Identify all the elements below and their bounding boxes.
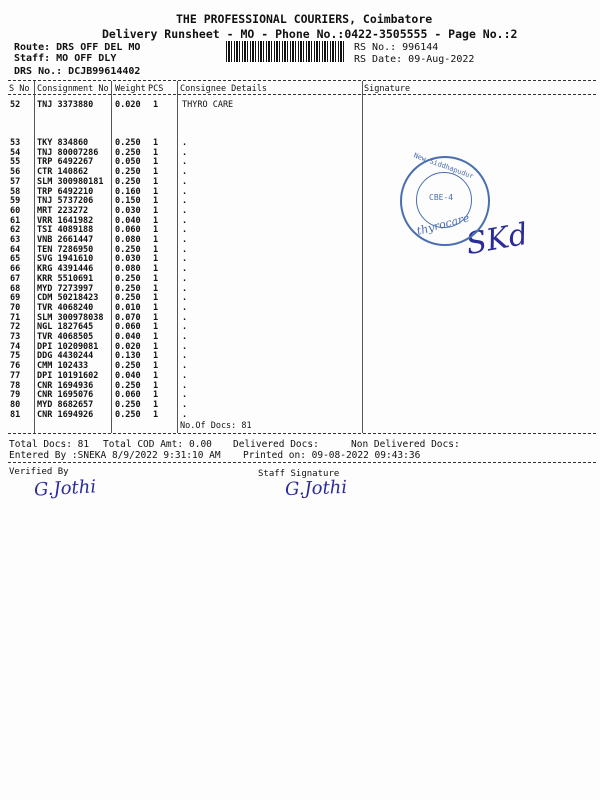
cell-consignee: . bbox=[182, 312, 188, 323]
cell-consignee: . bbox=[182, 293, 188, 304]
cell-weight: 0.040 bbox=[115, 215, 141, 226]
table-row bbox=[0, 284, 600, 294]
cell-weight: 0.130 bbox=[115, 351, 141, 362]
cell-consignment: CNR 1695076 bbox=[37, 390, 94, 401]
cell-consignment: DPI 10191602 bbox=[37, 370, 99, 381]
cell-consignment: MRT 223272 bbox=[37, 205, 89, 216]
table-row bbox=[0, 138, 600, 148]
table-row bbox=[0, 400, 600, 410]
rs-date: RS Date: 09-Aug-2022 bbox=[354, 54, 475, 65]
cell-consignee: . bbox=[182, 167, 188, 178]
cell-consignment: NGL 1827645 bbox=[37, 322, 94, 333]
table-row bbox=[0, 390, 600, 400]
cell-sno: 74 bbox=[10, 341, 21, 352]
cell-pcs: 1 bbox=[153, 138, 159, 148]
cell-weight: 0.250 bbox=[115, 361, 141, 372]
cell-weight: 0.030 bbox=[115, 254, 141, 265]
cell-consignment: SLM 300980181 bbox=[37, 176, 104, 187]
cell-weight: 0.250 bbox=[115, 273, 141, 284]
stamp-location: New Siddhapudur bbox=[412, 151, 475, 181]
cell-weight: 0.060 bbox=[115, 225, 141, 236]
cell-consignment: VNB 2661447 bbox=[37, 235, 94, 245]
cell-sno: 54 bbox=[10, 147, 21, 158]
no-of-docs: No.Of Docs: 81 bbox=[180, 421, 252, 431]
cell-pcs: 1 bbox=[153, 196, 159, 207]
cell-consignment: KRR 5510691 bbox=[37, 273, 94, 284]
cell-pcs: 1 bbox=[153, 264, 159, 275]
cell-sno: 72 bbox=[10, 322, 21, 333]
cell-pcs: 1 bbox=[153, 361, 159, 372]
table-row bbox=[0, 381, 600, 391]
cell-sno: 73 bbox=[10, 332, 21, 342]
table-row bbox=[0, 148, 600, 158]
thyrocare-stamp bbox=[400, 151, 490, 246]
cell-sno: 53 bbox=[10, 138, 21, 148]
cell-consignee: . bbox=[182, 409, 188, 420]
table-row bbox=[0, 187, 600, 197]
cell-weight: 0.040 bbox=[115, 332, 141, 342]
cell-sno: 58 bbox=[10, 186, 21, 197]
cell-pcs: 1 bbox=[153, 312, 159, 323]
cell-weight: 0.250 bbox=[115, 176, 141, 187]
cell-sno: 52 bbox=[10, 100, 21, 110]
cell-sno: 57 bbox=[10, 176, 21, 187]
cell-sno: 81 bbox=[10, 409, 21, 420]
cell-pcs: 1 bbox=[153, 283, 159, 294]
cell-pcs: 1 bbox=[153, 225, 159, 236]
cell-pcs: 1 bbox=[153, 380, 159, 391]
cell-consignment: TKY 834860 bbox=[37, 138, 89, 148]
cell-weight: 0.250 bbox=[115, 167, 141, 178]
cell-sno: 65 bbox=[10, 254, 21, 265]
drs-number: DRS No.: DCJB99614402 bbox=[14, 66, 141, 77]
cell-sno: 62 bbox=[10, 225, 21, 236]
cell-consignment: TVR 4068240 bbox=[37, 302, 94, 313]
cell-weight: 0.250 bbox=[115, 293, 141, 304]
cell-consignment: TRP 6492267 bbox=[37, 157, 94, 168]
cell-consignee: . bbox=[182, 176, 188, 187]
cell-consignee: . bbox=[182, 341, 188, 352]
table-header-rule bbox=[8, 94, 596, 95]
cell-sno: 68 bbox=[10, 283, 21, 294]
stamp-brand: thyrocare bbox=[415, 211, 471, 238]
cell-pcs: 1 bbox=[153, 322, 159, 333]
col-sno: S No bbox=[9, 84, 30, 94]
cell-consignment: TEN 7286950 bbox=[37, 244, 94, 255]
cell-sno: 78 bbox=[10, 380, 21, 391]
table-row bbox=[0, 351, 600, 361]
table-row bbox=[0, 322, 600, 332]
cell-consignee: THYRO CARE bbox=[182, 100, 234, 110]
company-title: THE PROFESSIONAL COURIERS, Coimbatore bbox=[176, 12, 433, 26]
col-pcs: PCS bbox=[148, 84, 164, 94]
barcode bbox=[226, 41, 344, 62]
cell-consignee: . bbox=[182, 332, 188, 342]
cell-consignment: SLM 300978038 bbox=[37, 312, 104, 323]
cell-consignment: TNJ 5737206 bbox=[37, 196, 94, 207]
table-row bbox=[0, 361, 600, 371]
cell-consignment: TNJ 80007286 bbox=[37, 147, 99, 158]
cell-weight: 0.250 bbox=[115, 147, 141, 158]
cell-sno: 60 bbox=[10, 205, 21, 216]
cell-pcs: 1 bbox=[153, 205, 159, 216]
cell-pcs: 1 bbox=[153, 341, 159, 352]
cell-consignment: MYD 8682657 bbox=[37, 399, 94, 410]
cell-pcs: 1 bbox=[153, 409, 159, 420]
cell-weight: 0.250 bbox=[115, 399, 141, 410]
cell-sno: 64 bbox=[10, 244, 21, 255]
cell-consignment: MYD 7273997 bbox=[37, 283, 94, 294]
table-bottom-rule bbox=[8, 433, 596, 434]
cell-weight: 0.060 bbox=[115, 322, 141, 333]
staff-signature-label: Staff Signature bbox=[258, 469, 340, 479]
table-row bbox=[0, 303, 600, 313]
cell-consignment: DDG 4430244 bbox=[37, 351, 94, 362]
cell-weight: 0.020 bbox=[115, 100, 141, 110]
cell-consignee: . bbox=[182, 370, 188, 381]
cell-pcs: 1 bbox=[153, 147, 159, 158]
cell-consignee: . bbox=[182, 244, 188, 255]
table-row bbox=[0, 196, 600, 206]
cell-consignee: . bbox=[182, 283, 188, 294]
cell-consignee: . bbox=[182, 273, 188, 284]
cell-pcs: 1 bbox=[153, 235, 159, 245]
stamp-code: CBE-4 bbox=[429, 193, 454, 202]
cell-consignment: SVG 1941610 bbox=[37, 254, 94, 265]
cell-weight: 0.150 bbox=[115, 196, 141, 207]
cell-weight: 0.030 bbox=[115, 205, 141, 216]
receiver-signature: SKd bbox=[463, 216, 531, 263]
cell-consignee: . bbox=[182, 254, 188, 265]
cell-pcs: 1 bbox=[153, 157, 159, 168]
cell-sno: 75 bbox=[10, 351, 21, 362]
table-row bbox=[0, 100, 600, 110]
route-label: Route: DRS OFF DEL MO bbox=[14, 42, 141, 53]
table-row bbox=[0, 313, 600, 323]
cell-pcs: 1 bbox=[153, 176, 159, 187]
cell-consignment: CMM 102433 bbox=[37, 361, 89, 372]
cell-weight: 0.080 bbox=[115, 264, 141, 275]
total-cod-label: Total COD Amt: bbox=[103, 439, 184, 450]
verified-signature: G.Jothi bbox=[33, 476, 97, 501]
footer-rule bbox=[8, 462, 596, 463]
cell-sno: 56 bbox=[10, 167, 21, 178]
table-row bbox=[0, 371, 600, 381]
cell-consignee: . bbox=[182, 186, 188, 197]
col-consignee: Consignee Details bbox=[180, 84, 267, 94]
cell-consignment: VRR 1641982 bbox=[37, 215, 94, 226]
table-row bbox=[0, 410, 600, 420]
cell-sno: 55 bbox=[10, 157, 21, 168]
cell-consignee: . bbox=[182, 138, 188, 148]
cell-weight: 0.060 bbox=[115, 390, 141, 401]
cell-weight: 0.250 bbox=[115, 138, 141, 148]
cell-consignee: . bbox=[182, 157, 188, 168]
staff-signature: G.Jothi bbox=[284, 476, 348, 501]
table-row bbox=[0, 177, 600, 187]
cell-pcs: 1 bbox=[153, 370, 159, 381]
delivered-docs: Delivered Docs: bbox=[233, 439, 319, 450]
cell-consignee: . bbox=[182, 361, 188, 372]
cell-consignment: CDM 50218423 bbox=[37, 293, 99, 304]
cell-pcs: 1 bbox=[153, 399, 159, 410]
cell-consignment: TRP 6492210 bbox=[37, 186, 94, 197]
verified-by-label: Verified By bbox=[9, 467, 69, 477]
table-row bbox=[0, 206, 600, 216]
cell-weight: 0.160 bbox=[115, 186, 141, 197]
cell-consignment: CNR 1694926 bbox=[37, 409, 94, 420]
printed-on: Printed on: 09-08-2022 09:43:36 bbox=[243, 450, 421, 461]
total-cod-value: 0.00 bbox=[189, 439, 212, 450]
cell-consignee: . bbox=[182, 147, 188, 158]
cell-pcs: 1 bbox=[153, 302, 159, 313]
cell-consignee: . bbox=[182, 235, 188, 245]
cell-sno: 80 bbox=[10, 399, 21, 410]
cell-consignment: CNR 1694936 bbox=[37, 380, 94, 391]
cell-weight: 0.010 bbox=[115, 302, 141, 313]
cell-weight: 0.250 bbox=[115, 380, 141, 391]
table-row bbox=[0, 332, 600, 342]
col-consignment: Consignment No bbox=[37, 84, 109, 94]
cell-consignee: . bbox=[182, 322, 188, 333]
cell-pcs: 1 bbox=[153, 351, 159, 362]
table-row bbox=[0, 264, 600, 274]
cell-pcs: 1 bbox=[153, 332, 159, 342]
table-row bbox=[0, 293, 600, 303]
cell-sno: 76 bbox=[10, 361, 21, 372]
cell-weight: 0.250 bbox=[115, 283, 141, 294]
runsheet-title: Delivery Runsheet - MO - Phone No.:0422-3505555 - Page No.:2 bbox=[102, 27, 518, 41]
table-row bbox=[0, 167, 600, 177]
cell-consignee: . bbox=[182, 264, 188, 275]
cell-pcs: 1 bbox=[153, 390, 159, 401]
cell-consignee: . bbox=[182, 390, 188, 401]
cell-weight: 0.040 bbox=[115, 370, 141, 381]
cell-pcs: 1 bbox=[153, 100, 159, 110]
col-weight: Weight bbox=[115, 84, 146, 94]
table-row bbox=[0, 157, 600, 167]
rs-number: RS No.: 996144 bbox=[354, 42, 439, 53]
cell-consignment: DPI 10209081 bbox=[37, 341, 99, 352]
cell-weight: 0.080 bbox=[115, 235, 141, 245]
cell-consignee: . bbox=[182, 351, 188, 362]
table-row bbox=[0, 342, 600, 352]
cell-sno: 69 bbox=[10, 293, 21, 304]
non-delivered-docs: Non Delivered Docs: bbox=[351, 439, 460, 450]
cell-pcs: 1 bbox=[153, 244, 159, 255]
cell-pcs: 1 bbox=[153, 293, 159, 304]
col-signature: Signature bbox=[364, 84, 411, 94]
cell-sno: 63 bbox=[10, 235, 21, 245]
cell-consignment: TNJ 3373880 bbox=[37, 100, 94, 110]
cell-weight: 0.070 bbox=[115, 312, 141, 323]
cell-consignment: KRG 4391446 bbox=[37, 264, 94, 275]
cell-sno: 77 bbox=[10, 370, 21, 381]
cell-consignment: CTR 140862 bbox=[37, 167, 89, 178]
cell-sno: 67 bbox=[10, 273, 21, 284]
cell-consignee: . bbox=[182, 399, 188, 410]
total-docs: Total Docs: 81 bbox=[9, 439, 90, 450]
cell-pcs: 1 bbox=[153, 215, 159, 226]
cell-weight: 0.050 bbox=[115, 157, 141, 168]
table-row bbox=[0, 254, 600, 264]
cell-sno: 79 bbox=[10, 390, 21, 401]
table-top-rule bbox=[8, 80, 596, 81]
cell-consignee: . bbox=[182, 380, 188, 391]
cell-pcs: 1 bbox=[153, 273, 159, 284]
cell-consignee: . bbox=[182, 196, 188, 207]
cell-pcs: 1 bbox=[153, 254, 159, 265]
cell-sno: 61 bbox=[10, 215, 21, 226]
cell-weight: 0.250 bbox=[115, 244, 141, 255]
cell-consignee: . bbox=[182, 302, 188, 313]
staff-label: Staff: MO OFF DLY bbox=[14, 53, 117, 64]
cell-consignment: TSI 4089188 bbox=[37, 225, 94, 236]
cell-weight: 0.250 bbox=[115, 409, 141, 420]
cell-consignee: . bbox=[182, 225, 188, 236]
cell-consignee: . bbox=[182, 205, 188, 216]
cell-sno: 71 bbox=[10, 312, 21, 323]
cell-consignment: TVR 4068505 bbox=[37, 332, 94, 342]
cell-sno: 70 bbox=[10, 302, 21, 313]
cell-sno: 66 bbox=[10, 264, 21, 275]
cell-consignee: . bbox=[182, 215, 188, 226]
entered-by: Entered By :SNEKA 8/9/2022 9:31:10 AM bbox=[9, 450, 221, 461]
table-row bbox=[0, 274, 600, 284]
cell-sno: 59 bbox=[10, 196, 21, 207]
cell-pcs: 1 bbox=[153, 167, 159, 178]
cell-pcs: 1 bbox=[153, 186, 159, 197]
cell-weight: 0.020 bbox=[115, 341, 141, 352]
